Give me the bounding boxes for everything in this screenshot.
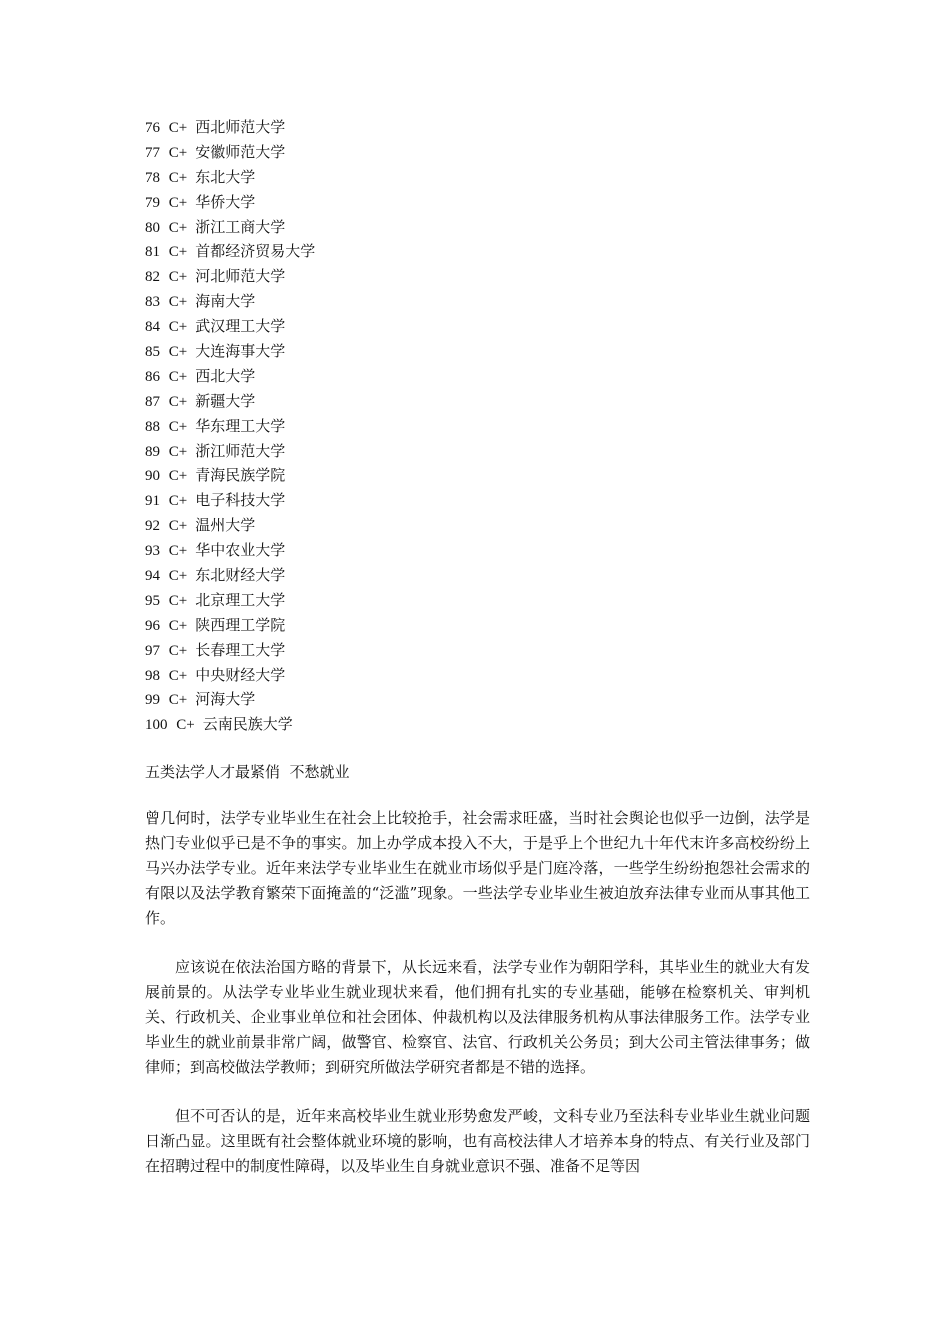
rank-number: 85: [145, 344, 160, 361]
school-name: 大连海事大学: [195, 342, 286, 361]
rank-grade: C+: [168, 294, 188, 311]
school-name: 海南大学: [195, 292, 256, 311]
rank-grade: C+: [168, 368, 188, 385]
rank-grade: C+: [176, 717, 195, 734]
rank-number: 98: [145, 667, 160, 684]
ranking-row: [145, 264, 810, 289]
rank-grade: C+: [168, 493, 188, 510]
ranking-row: [145, 190, 810, 215]
rank-grade: C+: [168, 543, 188, 560]
ranking-row: [145, 638, 810, 663]
rank-grade: C+: [168, 319, 188, 336]
school-name: 电子科技大学: [195, 491, 286, 510]
ranking-row: [145, 488, 810, 513]
rank-grade: C+: [168, 418, 188, 435]
ranking-row: [145, 314, 810, 339]
paragraph-1: 曾几何时，法学专业毕业生在社会上比较抢手，社会需求旺盛，当时社会舆论也似乎一边倒，法学是热门专业似乎已是不争的事实。加上办学成本投入不大，于是乎上个世纪九十年代末许多高校纷纷上马兴办法学专业。近年来法学专业毕业生在就业市场似乎是门庭冷落，一些学生纷纷抱怨社会需求的有限以及法学教育繁荣下面掩盖的“泛滥”现象。一些法学专业毕业生被迫放弃法律专业而从事其他工作。: [145, 809, 810, 928]
school-name: 温州大学: [195, 516, 256, 535]
school-name: 西北大学: [195, 366, 256, 385]
rank-number: 81: [145, 244, 160, 261]
ranking-row: [145, 588, 810, 613]
ranking-row: [145, 439, 810, 464]
rank-grade: C+: [168, 194, 188, 211]
school-name: 浙江师范大学: [195, 441, 286, 460]
rank-grade: C+: [168, 393, 188, 410]
rank-number: 88: [145, 418, 160, 435]
school-name: 华中农业大学: [195, 541, 286, 560]
rank-grade: C+: [168, 568, 188, 585]
rank-grade: C+: [168, 120, 188, 136]
ranking-row: [145, 463, 810, 488]
rank-number: 96: [145, 617, 160, 634]
school-name: 东北大学: [195, 167, 256, 186]
school-name: 青海民族学院: [195, 466, 286, 485]
rank-number: 89: [145, 443, 160, 460]
rank-number: 99: [145, 692, 160, 709]
ranking-row: [145, 663, 810, 688]
school-name: 长春理工大学: [195, 640, 286, 659]
school-name: 西北师范大学: [195, 118, 286, 136]
ranking-row: [145, 687, 810, 712]
document-page: [145, 115, 810, 1179]
rank-number: 94: [145, 568, 160, 585]
paragraph-2: 应该说在依法治国方略的背景下，从长远来看，法学专业作为朝阳学科，其毕业生的就业大有发展前景的。从法学专业毕业生就业现状来看，他们拥有扎实的专业基础，能够在检察机关、审判机关、行政机关、企业事业单位和社会团体、仲裁机构以及法律服务机构从事法律服务工作。法学专业毕业生的就业前景非常广阔，做警官、检察官、法官、行政机关公务员；到大公司主管法律事务；做律师；到高校做法学教师；到研究所做法学研究者都是不错的选择。: [145, 958, 810, 1077]
rank-grade: C+: [168, 219, 188, 236]
ranking-row: [145, 165, 810, 190]
school-name: 华侨大学: [195, 192, 256, 211]
rank-grade: C+: [168, 443, 188, 460]
school-name: 陕西理工学院: [195, 615, 286, 634]
rank-number: 82: [145, 269, 160, 286]
school-name: 首都经济贸易大学: [195, 242, 316, 261]
ranking-list: [145, 115, 810, 737]
school-name: 云南民族大学: [202, 715, 293, 734]
rank-grade: C+: [168, 667, 188, 684]
rank-grade: C+: [168, 518, 188, 535]
rank-grade: C+: [168, 468, 188, 485]
rank-number: 97: [145, 642, 160, 659]
ranking-row: [145, 712, 810, 737]
school-name: 河北师范大学: [195, 267, 286, 286]
ranking-row: [145, 613, 810, 638]
school-name: 东北财经大学: [195, 566, 286, 585]
rank-grade: C+: [168, 269, 188, 286]
rank-grade: C+: [168, 592, 188, 609]
school-name: 河海大学: [195, 690, 256, 709]
paragraph-3: 但不可否认的是，近年来高校毕业生就业形势愈发严峻，文科专业乃至法科专业毕业生就业问题日渐凸显。这里既有社会整体就业环境的影响，也有高校法律人才培养本身的特点、有关行业及部门在招聘过程中的制度性障碍，以及毕业生自身就业意识不强、准备不足等因: [145, 1107, 810, 1176]
ranking-row: [145, 215, 810, 240]
section-heading: 五类法学人才最紧俏 不愁就业: [145, 763, 350, 782]
rank-number: 80: [145, 219, 160, 236]
school-name: 浙江工商大学: [195, 217, 286, 236]
ranking-row: [145, 389, 810, 414]
school-name: 武汉理工大学: [195, 317, 286, 336]
rank-number: 77: [145, 144, 160, 161]
ranking-row: [145, 289, 810, 314]
rank-number: 76: [145, 120, 160, 136]
ranking-row: [145, 239, 810, 264]
rank-number: 90: [145, 468, 160, 485]
rank-number: 84: [145, 319, 160, 336]
ranking-row: [145, 538, 810, 563]
ranking-row: [145, 339, 810, 364]
school-name: 新疆大学: [195, 391, 256, 410]
school-name: 中央财经大学: [195, 665, 286, 684]
rank-grade: C+: [168, 169, 188, 186]
rank-number: 92: [145, 518, 160, 535]
rank-grade: C+: [168, 244, 188, 261]
school-name: 华东理工大学: [195, 416, 286, 435]
ranking-row: [145, 513, 810, 538]
rank-number: 95: [145, 592, 160, 609]
ranking-row: [145, 563, 810, 588]
rank-number: 91: [145, 493, 160, 510]
rank-number: 78: [145, 169, 160, 186]
rank-grade: C+: [168, 344, 188, 361]
rank-grade: C+: [168, 692, 188, 709]
rank-number: 86: [145, 368, 160, 385]
rank-number: 100: [145, 717, 168, 734]
ranking-row: [145, 115, 810, 140]
rank-number: 83: [145, 294, 160, 311]
rank-number: 93: [145, 543, 160, 560]
school-name: 安徽师范大学: [195, 142, 286, 161]
rank-grade: C+: [168, 144, 188, 161]
rank-number: 87: [145, 393, 160, 410]
rank-grade: C+: [168, 617, 188, 634]
ranking-row: [145, 140, 810, 165]
ranking-row: [145, 414, 810, 439]
school-name: 北京理工大学: [195, 590, 286, 609]
ranking-row: [145, 364, 810, 389]
rank-number: 79: [145, 194, 160, 211]
rank-grade: C+: [168, 642, 188, 659]
